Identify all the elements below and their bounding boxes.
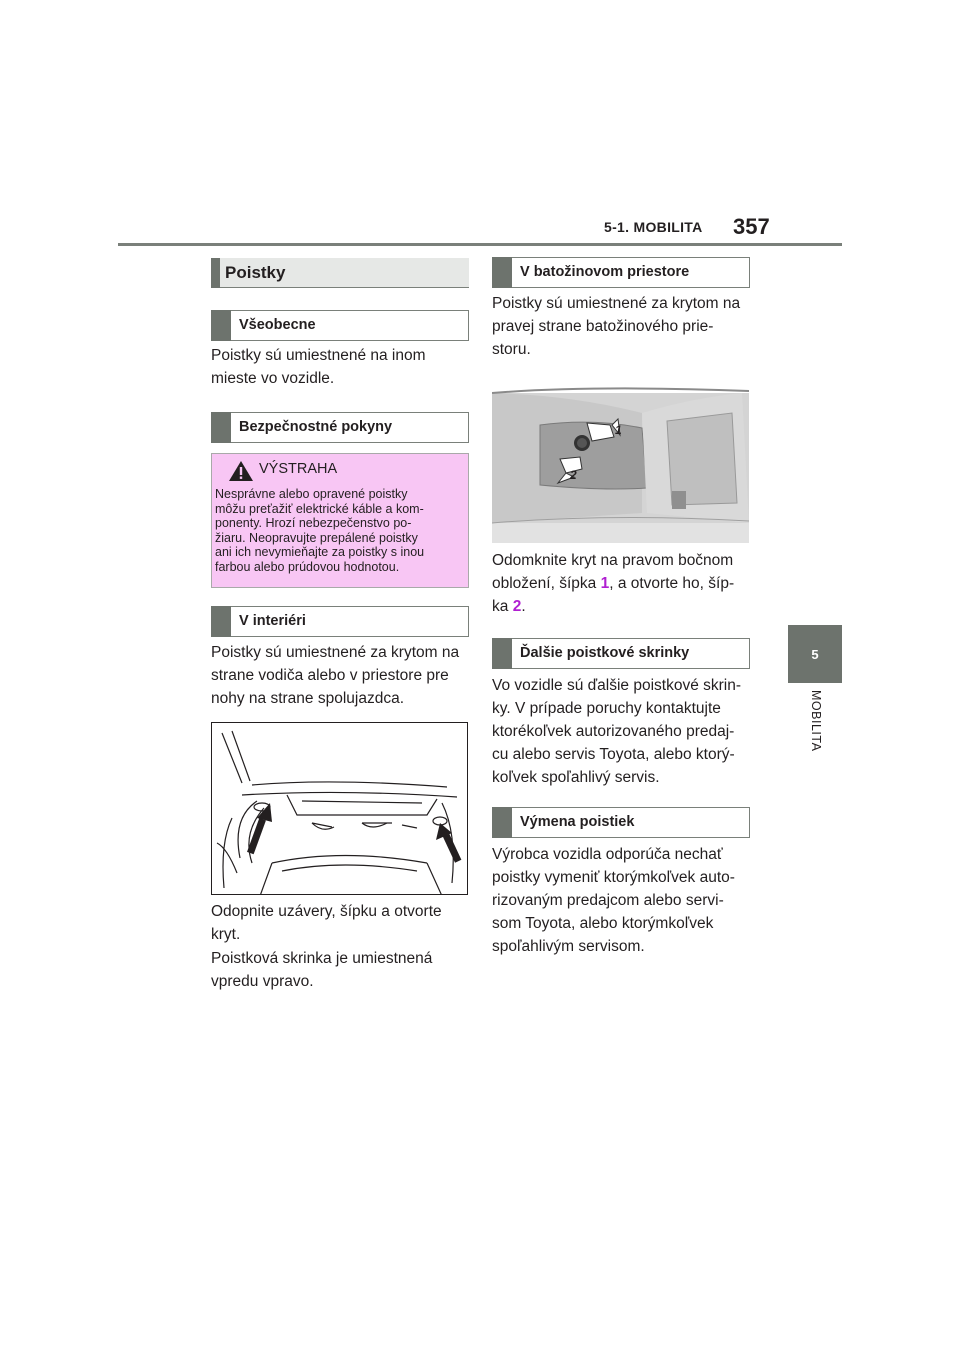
subheading-text: V interiéri xyxy=(239,613,306,629)
subheading-bar xyxy=(211,412,231,443)
text-line: Poistky sú umiestnené za krytom na xyxy=(492,295,741,312)
subheading-bezpecnostne-pokyny xyxy=(211,412,469,443)
text-line: ani ich nevymieňajte za poistky s inou xyxy=(215,545,425,559)
text-fragment: ka xyxy=(492,598,513,615)
warning-title: VÝSTRAHA xyxy=(259,461,338,477)
subheading-text: Ďalšie poistkové skrinky xyxy=(520,645,690,661)
text-line: Odomknite kryt na pravom bočnom xyxy=(492,552,734,569)
text-line: farbou alebo prúdovou hodnotou. xyxy=(215,559,400,574)
section-title-poistky xyxy=(211,258,469,288)
text-line: spoľahlivým servisom. xyxy=(492,938,645,955)
subheading-vymena-poistiek xyxy=(492,807,750,838)
section-title-bar xyxy=(211,258,220,288)
interior-instruction xyxy=(211,900,471,946)
replacement-paragraph xyxy=(492,843,757,958)
text-line: rizovaným predajcom alebo servi- xyxy=(492,892,724,909)
text-line: Nesprávne alebo opravené poistky xyxy=(215,487,408,501)
subheading-dalsie-poistkove-skrinky xyxy=(492,638,750,669)
text-line xyxy=(492,572,757,595)
header-divider xyxy=(118,243,842,246)
text-line: žiaru. Neopravujte prepálené poistky xyxy=(215,530,418,545)
subheading-v-interieri xyxy=(211,606,469,637)
text-line: Odopnite uzávery, šípku a otvorte xyxy=(211,903,442,920)
callout-number-1: 1 xyxy=(600,575,610,592)
subheading-bar xyxy=(492,638,512,669)
section-title-text: Poistky xyxy=(225,263,286,282)
text-line: cu alebo servis Toyota, alebo ktorý- xyxy=(492,746,735,763)
warning-text xyxy=(215,487,467,574)
callout-number-2: 2 xyxy=(512,598,522,615)
text-fragment: , a otvorte ho, šíp- xyxy=(609,575,735,592)
text-line: ktorékoľvek autorizovaného predaj- xyxy=(492,723,735,740)
general-paragraph xyxy=(211,344,469,390)
fuse-box-location xyxy=(211,947,471,993)
subheading-text: Všeobecne xyxy=(239,317,316,333)
subheading-bar xyxy=(211,310,231,341)
text-line xyxy=(492,595,757,618)
text-line: ponenty. Hrozí nebezpečenstvo po- xyxy=(215,516,412,530)
text-line: pravej strane batožinového prie- xyxy=(492,318,714,335)
callout-label-1: 1 xyxy=(615,423,622,437)
warning-triangle-icon xyxy=(228,460,254,482)
trunk-fuse-illustration xyxy=(492,373,749,543)
other-boxes-paragraph xyxy=(492,674,757,789)
dashboard-drawing xyxy=(212,723,468,895)
page-number: 357 xyxy=(733,214,770,239)
text-line: vpredu vpravo. xyxy=(211,973,314,990)
text-line: Poistky sú umiestnené za krytom na xyxy=(211,644,460,661)
text-line: kryt. xyxy=(211,926,241,943)
text-line: Poistky sú umiestnené na inom xyxy=(211,347,426,364)
trunk-instruction xyxy=(492,549,757,618)
chapter-title: 5-1. MOBILITA xyxy=(604,219,703,235)
text-line: nohy na strane spolujazdca. xyxy=(211,690,405,707)
subheading-bar xyxy=(492,807,512,838)
subheading-bar xyxy=(211,606,231,637)
callout-label-2: 2 xyxy=(570,468,577,482)
interior-fuse-illustration xyxy=(211,722,468,895)
text-line: poistky vymeniť ktorýmkoľvek auto- xyxy=(492,869,735,886)
trunk-photo-drawing xyxy=(492,373,749,543)
chapter-tab-number: 5 xyxy=(811,646,819,662)
chapter-tab-label-text: MOBILITA xyxy=(809,690,823,752)
subheading-v-batozinovom-priestore xyxy=(492,257,750,288)
text-line: storu. xyxy=(492,341,531,358)
text-fragment: . xyxy=(521,598,526,615)
subheading-bar xyxy=(492,257,512,288)
subheading-vseobecne xyxy=(211,310,469,341)
trunk-paragraph xyxy=(492,292,754,361)
text-line: môžu preťažiť elektrické káble a kom- xyxy=(215,501,424,516)
text-line: Výrobca vozidla odporúča nechať xyxy=(492,846,723,863)
text-line: ky. V prípade poruchy kontaktujte xyxy=(492,700,721,717)
text-line: Poistková skrinka je umiestnená xyxy=(211,950,433,967)
text-line: Vo vozidle sú ďalšie poistkové skrin- xyxy=(492,677,742,694)
text-line: strane vodiča alebo v priestore pre xyxy=(211,667,449,684)
subheading-text: Výmena poistiek xyxy=(520,814,635,830)
subheading-text: V batožinovom priestore xyxy=(520,264,690,280)
warning-box xyxy=(211,453,469,588)
text-line: som Toyota, alebo ktorýmkoľvek xyxy=(492,915,714,932)
interior-paragraph xyxy=(211,641,471,710)
chapter-tab-label xyxy=(801,690,831,770)
text-line: mieste vo vozidle. xyxy=(211,370,335,387)
subheading-text: Bezpečnostné pokyny xyxy=(239,419,393,435)
chapter-tab xyxy=(788,625,842,683)
text-line: koľvek spoľahlivý servis. xyxy=(492,769,660,786)
text-fragment: obložení, šípka xyxy=(492,575,601,592)
